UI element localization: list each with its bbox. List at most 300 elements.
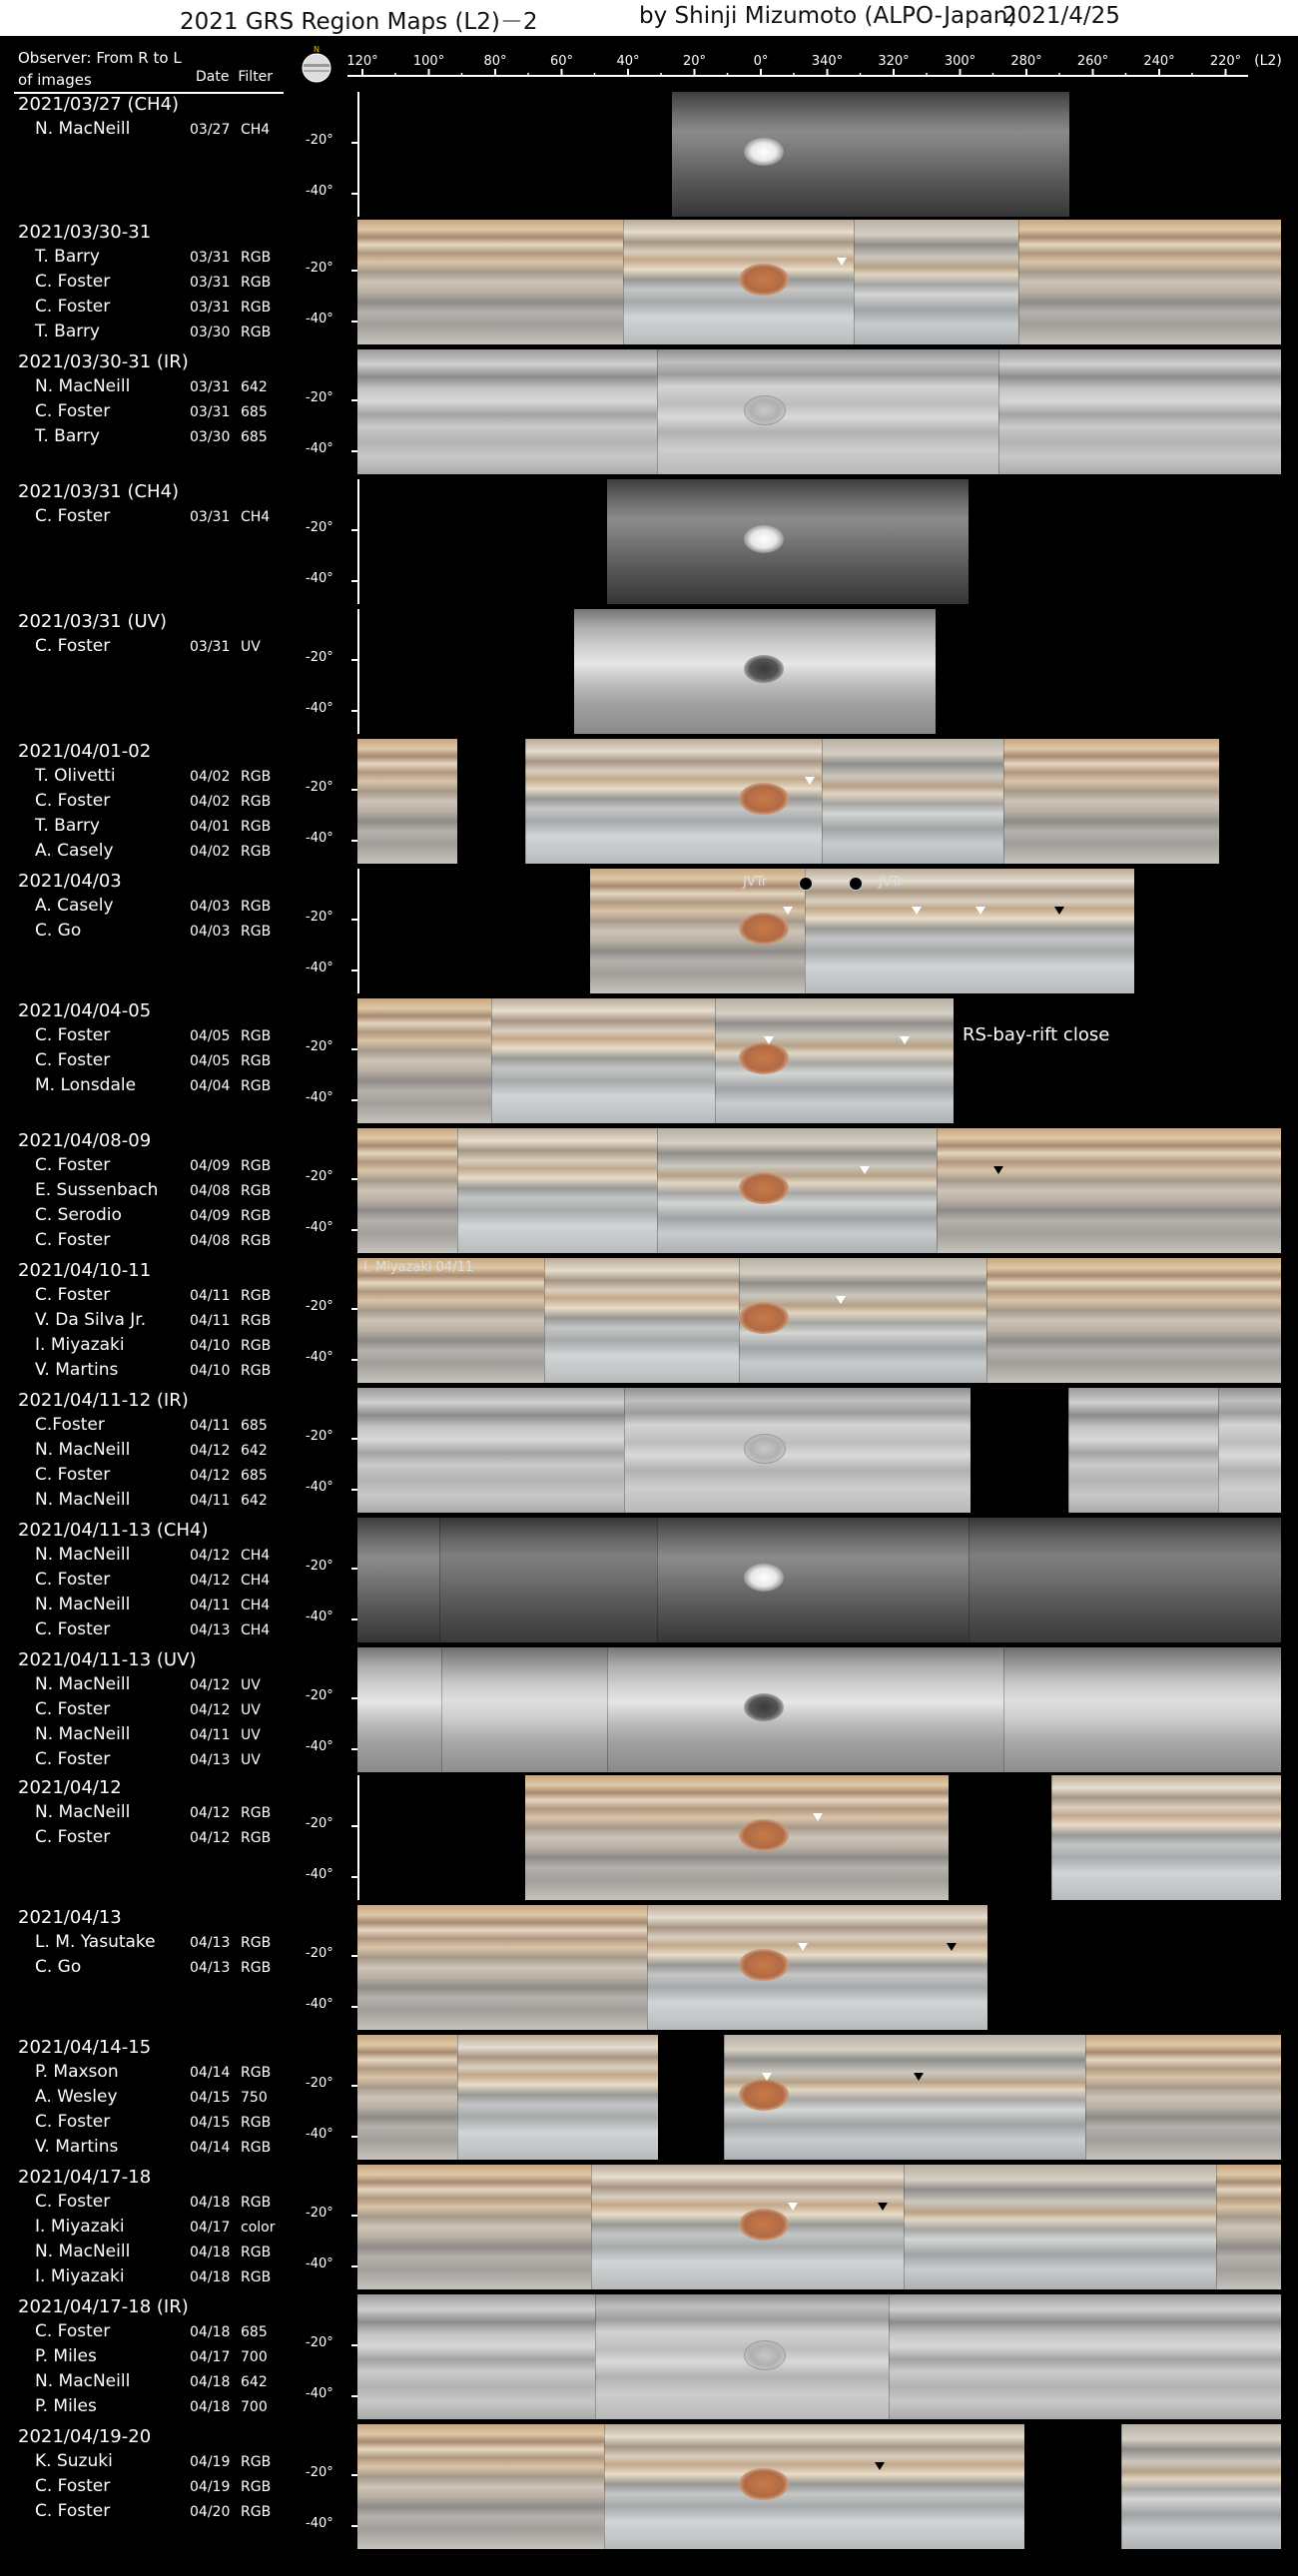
- observer-name: N. MacNeill: [35, 1545, 131, 1565]
- axis-tick-label: 120°: [346, 54, 378, 69]
- light-marker: [764, 1036, 774, 1044]
- observation-filter: 642: [241, 2374, 268, 2390]
- observation-date: 04/11: [190, 1493, 231, 1509]
- light-marker: [783, 907, 793, 915]
- observation-date: 03/30: [190, 324, 231, 340]
- observer-name: T. Barry: [35, 426, 100, 446]
- map-image-strip: [904, 2165, 1217, 2289]
- observer-name: N. MacNeill: [35, 1490, 131, 1510]
- observation-filter: RGB: [241, 924, 272, 940]
- author-credit: by Shinji Mizumoto (ALPO-Japan): [639, 3, 1017, 29]
- observation-filter: RGB: [241, 2504, 272, 2520]
- observer-name: C. Foster: [35, 2112, 111, 2132]
- row-title: 2021/03/30-31: [18, 222, 152, 243]
- map-image-strip: [1121, 2424, 1281, 2549]
- observer-name: C. Foster: [35, 2476, 111, 2496]
- observer-name: A. Casely: [35, 896, 114, 916]
- observation-filter: RGB: [241, 769, 272, 785]
- latitude-label: -20°: [306, 390, 333, 405]
- observer-name: N. MacNeill: [35, 2242, 131, 2261]
- observation-date: 04/09: [190, 1208, 231, 1224]
- observer-name: I. Miyazaki: [35, 1335, 125, 1355]
- observer-name: N. MacNeill: [35, 1674, 131, 1694]
- latitude-label: -40°: [306, 831, 333, 846]
- grs-feature: [744, 2340, 786, 2370]
- axis-tick-label: 260°: [1076, 54, 1109, 69]
- publish-date: 2021/4/25: [1002, 3, 1120, 29]
- observation-date: 04/19: [190, 2454, 231, 2470]
- filter-column-header: Filter: [238, 69, 274, 85]
- map-image-strip: [1068, 1388, 1219, 1513]
- row-title: 2021/04/01-02: [18, 741, 152, 762]
- jvtr-label: JVTr: [743, 875, 768, 890]
- observation-date: 04/01: [190, 819, 231, 835]
- latitude-label: -40°: [306, 1090, 333, 1105]
- observation-date: 04/12: [190, 1468, 231, 1484]
- observer-name: C. Foster: [35, 2501, 111, 2521]
- great-red-spot: [739, 1042, 789, 1074]
- map-row: [0, 2294, 1298, 2422]
- observation-filter: RGB: [241, 1288, 272, 1304]
- latitude-label: -20°: [306, 1429, 333, 1444]
- map-image-strip: [1218, 1388, 1281, 1513]
- map-image-strip: [657, 349, 999, 474]
- dark-marker: [914, 2073, 924, 2081]
- observer-name: C. Go: [35, 1957, 82, 1977]
- map-image-strip: [1051, 1775, 1281, 1900]
- observation-date: 04/11: [190, 1288, 231, 1304]
- observer-name: T. Olivetti: [35, 766, 116, 786]
- great-red-spot: [739, 2468, 789, 2500]
- map-image-strip: [647, 1905, 987, 2030]
- row-title: 2021/04/13: [18, 1907, 122, 1928]
- map-image-strip: [1018, 220, 1281, 344]
- latitude-label: -40°: [306, 2127, 333, 2142]
- observer-name: K. Suzuki: [35, 2451, 113, 2471]
- row-title: 2021/04/11-13 (UV): [18, 1649, 197, 1670]
- observation-date: 04/13: [190, 1622, 231, 1638]
- map-row: [0, 2035, 1298, 2163]
- map-row: [0, 349, 1298, 477]
- observation-filter: UV: [241, 1752, 261, 1768]
- observer-note-line2: of images: [18, 71, 92, 89]
- observation-filter: UV: [241, 639, 261, 655]
- observer-name: C. Foster: [35, 1230, 111, 1250]
- map-image-strip: [357, 1905, 647, 2030]
- observation-date: 04/12: [190, 1573, 231, 1589]
- observation-filter: RGB: [241, 1338, 272, 1354]
- map-image-strip: [357, 1388, 624, 1513]
- latitude-label: -40°: [306, 571, 333, 586]
- observation-filter: RGB: [241, 1233, 272, 1249]
- observation-filter: RGB: [241, 2454, 272, 2470]
- observation-filter: CH4: [241, 1622, 271, 1638]
- row-title: 2021/04/19-20: [18, 2426, 152, 2447]
- observation-date: 04/18: [190, 2374, 231, 2390]
- observation-date: 04/14: [190, 2065, 231, 2081]
- observation-date: 04/15: [190, 2090, 231, 2106]
- observation-filter: RGB: [241, 275, 272, 291]
- observation-filter: 685: [241, 429, 268, 445]
- row-title: 2021/04/08-09: [18, 1130, 152, 1151]
- observation-filter: UV: [241, 1677, 261, 1693]
- latitude-label: -40°: [306, 1997, 333, 2012]
- observer-name: N. MacNeill: [35, 376, 131, 396]
- vertical-axis: [357, 869, 359, 993]
- map-row: [0, 1388, 1298, 1516]
- observer-name: V. Da Silva Jr.: [35, 1310, 147, 1330]
- map-image-strip: [624, 1388, 971, 1513]
- latitude-label: -20°: [306, 1039, 333, 1054]
- map-image-strip: [457, 2035, 658, 2160]
- vertical-axis: [357, 1775, 359, 1900]
- map-row: [0, 998, 1298, 1126]
- row-title: 2021/03/31 (CH4): [18, 481, 180, 502]
- row-title: 2021/04/11-12 (IR): [18, 1390, 189, 1411]
- map-image-strip: [357, 998, 491, 1123]
- observation-date: 04/13: [190, 1752, 231, 1768]
- observation-date: 04/18: [190, 2269, 231, 2285]
- latitude-label: -20°: [306, 910, 333, 925]
- column-headers: [196, 69, 273, 85]
- observer-name: C. Foster: [35, 2192, 111, 2212]
- latitude-label: -20°: [306, 261, 333, 276]
- axis-tick-label: 80°: [483, 54, 507, 69]
- observation-filter: RGB: [241, 1053, 272, 1069]
- light-marker: [836, 1296, 846, 1304]
- observer-name: N. MacNeill: [35, 119, 131, 139]
- observation-filter: RGB: [241, 1363, 272, 1379]
- observer-name: C. Foster: [35, 1619, 111, 1639]
- grs-feature: [744, 395, 786, 425]
- jupiter-orientation-icon: [296, 44, 337, 86]
- great-red-spot: [739, 2209, 789, 2241]
- observation-filter: 700: [241, 2399, 268, 2415]
- observation-filter: RGB: [241, 794, 272, 810]
- map-row: [0, 739, 1298, 867]
- observation-date: 03/31: [190, 300, 231, 316]
- latitude-label: -40°: [306, 701, 333, 716]
- observation-filter: RGB: [241, 1078, 272, 1094]
- observation-filter: UV: [241, 1727, 261, 1743]
- map-image-strip: [986, 1258, 1281, 1383]
- latitude-label: -20°: [306, 1559, 333, 1574]
- observation-date: 04/17: [190, 2349, 231, 2365]
- observation-date: 04/11: [190, 1418, 231, 1434]
- observation-filter: CH4: [241, 1598, 271, 1613]
- observation-date: 04/09: [190, 1158, 231, 1174]
- observation-date: 04/02: [190, 769, 231, 785]
- observation-filter: 642: [241, 1443, 268, 1459]
- annotation-label: RS-bay-rift close: [963, 1024, 1110, 1045]
- map-image-strip: [544, 1258, 740, 1383]
- map-image-strip: [937, 1128, 1281, 1253]
- great-red-spot: [739, 1949, 789, 1981]
- great-red-spot: [739, 1302, 789, 1334]
- latitude-label: -40°: [306, 961, 333, 975]
- observation-date: 03/30: [190, 429, 231, 445]
- row-title: 2021/04/17-18: [18, 2167, 152, 2188]
- observer-name: P. Miles: [35, 2346, 97, 2366]
- light-marker: [762, 2073, 772, 2081]
- light-marker: [788, 2203, 798, 2211]
- observer-name: C. Foster: [35, 1570, 111, 1590]
- date-column-header: Date: [196, 69, 230, 85]
- observation-date: 03/31: [190, 509, 231, 525]
- map-image-strip: [607, 1647, 1004, 1772]
- observation-filter: 750: [241, 2090, 268, 2106]
- map-row: [0, 2424, 1298, 2552]
- title-bar: [0, 0, 1298, 36]
- observation-date: 04/11: [190, 1598, 231, 1613]
- observer-name: C.Foster: [35, 1415, 105, 1435]
- observer-name: C. Foster: [35, 791, 111, 811]
- latitude-label: -20°: [306, 2206, 333, 2221]
- observation-filter: RGB: [241, 2115, 272, 2131]
- map-image-strip: [525, 1775, 949, 1900]
- axis-tick-label: 20°: [682, 54, 707, 69]
- map-image-strip: [357, 220, 623, 344]
- observation-date: 04/10: [190, 1363, 231, 1379]
- axis-tick-label: 340°: [811, 54, 844, 69]
- map-image-strip: [889, 2294, 1281, 2419]
- latitude-label: -20°: [306, 650, 333, 665]
- observation-filter: CH4: [241, 1548, 271, 1564]
- observation-date: 04/20: [190, 2504, 231, 2520]
- observer-name: N. MacNeill: [35, 1595, 131, 1614]
- latitude-label: -20°: [306, 2465, 333, 2480]
- observation-date: 04/14: [190, 2140, 231, 2156]
- observation-date: 04/18: [190, 2324, 231, 2340]
- observer-name: N. MacNeill: [35, 1440, 131, 1460]
- dark-marker: [878, 2203, 888, 2211]
- moon-shadow: [799, 877, 813, 891]
- observation-date: 04/05: [190, 1053, 231, 1069]
- observation-filter: RGB: [241, 819, 272, 835]
- latitude-label: -20°: [306, 1299, 333, 1314]
- grs-feature: [744, 655, 784, 683]
- light-marker: [912, 907, 922, 915]
- grs-feature: [744, 525, 784, 553]
- latitude-label: -20°: [306, 133, 333, 148]
- row-title: 2021/04/11-13 (CH4): [18, 1520, 209, 1541]
- map-image-strip: [854, 220, 1019, 344]
- observer-name: P. Maxson: [35, 2062, 119, 2082]
- map-image-strip: [1085, 2035, 1281, 2160]
- north-label: N: [314, 45, 320, 54]
- latitude-label: -40°: [306, 1739, 333, 1754]
- observation-filter: color: [241, 2220, 276, 2236]
- map-row: [0, 609, 1298, 737]
- observer-name: V. Martins: [35, 1360, 119, 1380]
- observation-date: 04/03: [190, 924, 231, 940]
- grs-feature: [744, 1564, 784, 1592]
- observation-date: 03/31: [190, 639, 231, 655]
- axis-unit-label: (L2): [1254, 53, 1282, 69]
- map-image-strip: [969, 1518, 1281, 1642]
- observation-date: 04/12: [190, 1443, 231, 1459]
- map-row: [0, 2165, 1298, 2292]
- observation-filter: RGB: [241, 1208, 272, 1224]
- axis-tick-label: 60°: [549, 54, 574, 69]
- observation-filter: CH4: [241, 122, 271, 138]
- observation-date: 04/12: [190, 1677, 231, 1693]
- map-image-strip: [357, 1128, 457, 1253]
- grs-feature: [744, 138, 784, 166]
- observer-name: C. Foster: [35, 1025, 111, 1045]
- observation-filter: RGB: [241, 324, 272, 340]
- observation-date: 04/18: [190, 2195, 231, 2211]
- map-image-strip: [657, 1518, 970, 1642]
- light-marker: [837, 258, 847, 266]
- map-row: [0, 220, 1298, 347]
- latitude-label: -40°: [306, 312, 333, 326]
- observation-filter: RGB: [241, 300, 272, 316]
- map-image-strip: [439, 1518, 658, 1642]
- observation-date: 04/13: [190, 1935, 231, 1951]
- latitude-label: -40°: [306, 184, 333, 199]
- observation-filter: RGB: [241, 2065, 272, 2081]
- observation-filter: 685: [241, 2324, 268, 2340]
- observer-name: C. Foster: [35, 272, 111, 292]
- light-marker: [805, 777, 815, 785]
- observation-filter: RGB: [241, 2245, 272, 2260]
- observation-filter: RGB: [241, 1158, 272, 1174]
- observation-filter: 700: [241, 2349, 268, 2365]
- observation-filter: RGB: [241, 844, 272, 860]
- observation-date: 03/31: [190, 250, 231, 266]
- map-row: [0, 1905, 1298, 2033]
- map-image-strip: [672, 92, 1069, 217]
- latitude-label: -20°: [306, 2076, 333, 2091]
- latitude-label: -40°: [306, 1480, 333, 1495]
- great-red-spot: [739, 783, 789, 815]
- observation-filter: RGB: [241, 899, 272, 915]
- observer-name: L. M. Yasutake: [35, 1932, 156, 1952]
- latitude-label: -20°: [306, 2335, 333, 2350]
- map-image-strip: [457, 1128, 658, 1253]
- map-image-strip: [822, 739, 1004, 864]
- observation-filter: 642: [241, 1493, 268, 1509]
- observer-name: I. Miyazaki: [35, 2217, 125, 2237]
- observer-name: I. Miyazaki: [35, 2266, 125, 2286]
- map-image-strip: [657, 1128, 938, 1253]
- observer-name: C. Foster: [35, 636, 111, 656]
- row-title: 2021/03/27 (CH4): [18, 94, 180, 115]
- great-red-spot: [739, 913, 789, 945]
- latitude-label: -40°: [306, 2516, 333, 2531]
- map-image-strip: [357, 1518, 439, 1642]
- observation-date: 04/03: [190, 899, 231, 915]
- observer-name: N. MacNeill: [35, 2371, 131, 2391]
- map-row: [0, 869, 1298, 996]
- latitude-label: -40°: [306, 441, 333, 456]
- axis-tick-label: 280°: [1010, 54, 1042, 69]
- axis-tick-label: 100°: [412, 54, 445, 69]
- map-row: [0, 1518, 1298, 1645]
- observation-date: 04/12: [190, 1830, 231, 1846]
- axis-tick-label: 320°: [878, 54, 910, 69]
- light-marker: [860, 1166, 870, 1174]
- row-title: 2021/04/12: [18, 1777, 122, 1798]
- observation-date: 04/11: [190, 1727, 231, 1743]
- map-image-strip: [441, 1647, 608, 1772]
- observer-name: P. Miles: [35, 2396, 97, 2416]
- dark-marker: [875, 2462, 885, 2470]
- observation-date: 04/18: [190, 2245, 231, 2260]
- observation-date: 04/12: [190, 1548, 231, 1564]
- grs-feature: [744, 1693, 784, 1721]
- latitude-label: -40°: [306, 2256, 333, 2271]
- jvtr-label: JVTr: [879, 875, 904, 890]
- observation-filter: CH4: [241, 1573, 271, 1589]
- observation-filter: RGB: [241, 250, 272, 266]
- observer-name: C. Foster: [35, 1699, 111, 1719]
- observer-name: C. Go: [35, 921, 82, 941]
- map-row: [0, 1647, 1298, 1775]
- great-red-spot: [739, 1172, 789, 1204]
- moon-shadow: [849, 877, 863, 891]
- latitude-label: -20°: [306, 1816, 333, 1831]
- observation-date: 04/12: [190, 1702, 231, 1718]
- latitude-label: -40°: [306, 1350, 333, 1365]
- observation-filter: UV: [241, 1702, 261, 1718]
- observation-filter: RGB: [241, 1960, 272, 1976]
- map-image-strip: [357, 2294, 595, 2419]
- latitude-label: -40°: [306, 2386, 333, 2401]
- observation-date: 04/08: [190, 1233, 231, 1249]
- observer-name: E. Sussenbach: [35, 1180, 159, 1200]
- row-title: 2021/04/17-18 (IR): [18, 2296, 189, 2317]
- latitude-label: -20°: [306, 1169, 333, 1184]
- observation-filter: RGB: [241, 1028, 272, 1044]
- latitude-label: -20°: [306, 780, 333, 795]
- observer-name: C. Foster: [35, 1749, 111, 1769]
- observation-date: 04/17: [190, 2220, 231, 2236]
- map-row: [0, 479, 1298, 607]
- observation-filter: RGB: [241, 1935, 272, 1951]
- map-image-strip: [357, 739, 457, 864]
- observation-date: 03/31: [190, 404, 231, 420]
- map-image-strip: [357, 2424, 604, 2549]
- observation-filter: RGB: [241, 2140, 272, 2156]
- dark-marker: [993, 1166, 1003, 1174]
- map-image-strip: [357, 2165, 591, 2289]
- observation-date: 04/02: [190, 794, 231, 810]
- observation-date: 04/10: [190, 1338, 231, 1354]
- observer-name: A. Casely: [35, 841, 114, 861]
- map-image-strip: [595, 2294, 890, 2419]
- latitude-label: -40°: [306, 1867, 333, 1882]
- great-red-spot: [739, 1819, 789, 1851]
- observation-filter: RGB: [241, 2269, 272, 2285]
- observation-date: 04/11: [190, 1313, 231, 1329]
- grs-feature: [744, 1434, 786, 1464]
- dark-marker: [1054, 907, 1064, 915]
- latitude-label: -20°: [306, 1688, 333, 1703]
- observer-name: N. MacNeill: [35, 1802, 131, 1822]
- map-image-strip: [357, 1647, 441, 1772]
- observation-date: 04/19: [190, 2479, 231, 2495]
- axis-tick-label: 40°: [616, 54, 640, 69]
- observer-name: A. Wesley: [35, 2087, 118, 2107]
- observation-filter: RGB: [241, 1805, 272, 1821]
- map-row: [0, 1128, 1298, 1256]
- map-image-strip: [998, 349, 1281, 474]
- observation-date: 03/27: [190, 122, 231, 138]
- map-image-strip: [604, 2424, 1024, 2549]
- latitude-label: -20°: [306, 1946, 333, 1961]
